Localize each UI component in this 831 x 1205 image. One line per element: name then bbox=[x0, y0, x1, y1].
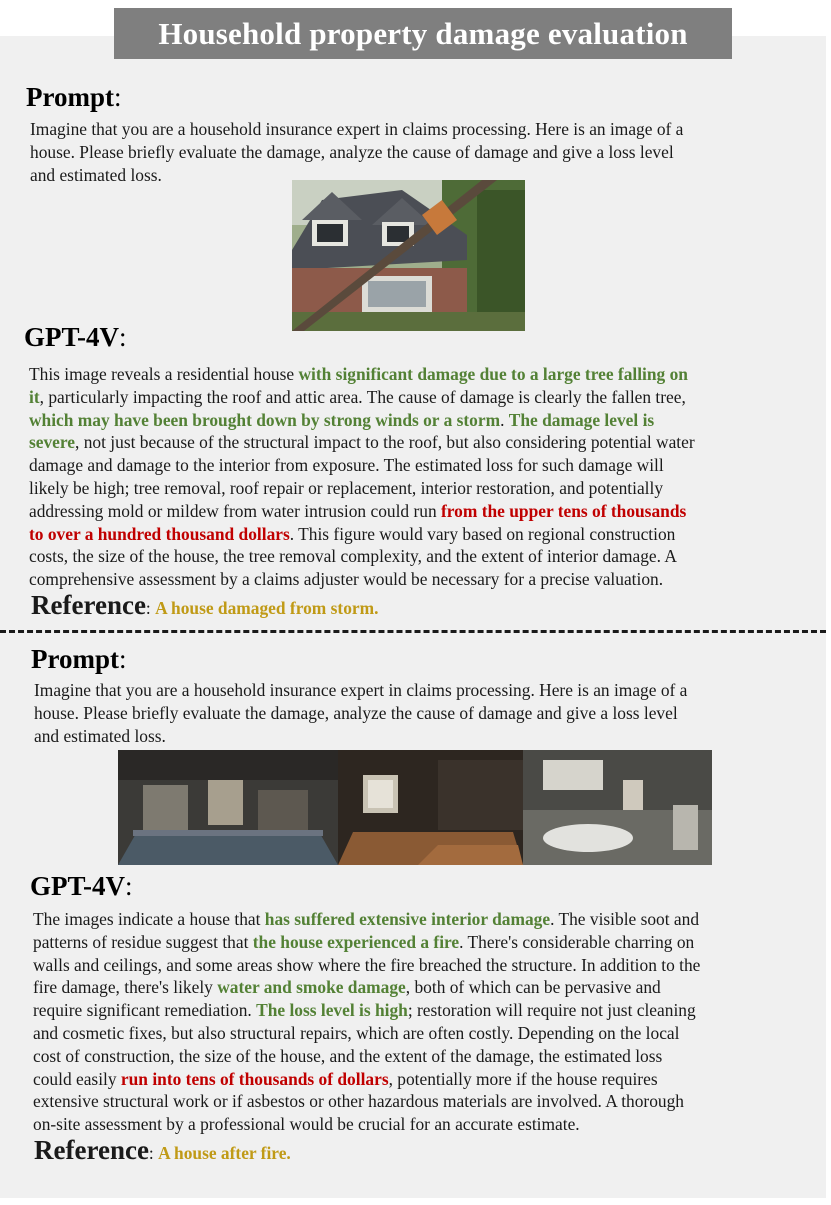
prompt-line: and estimated loss. bbox=[30, 164, 162, 185]
answer-line bbox=[33, 1113, 700, 1136]
highlight-red: to over a hundred thousand dollars bbox=[29, 523, 290, 544]
answer-text: and cosmetic fixes, but also structural repairs, which are often costly. Depending on the local bbox=[33, 1022, 680, 1043]
fallen-tree-house-photo bbox=[292, 180, 525, 331]
prompt-line: house. Please briefly evaluate the damage, analyze the cause of damage and give a loss level bbox=[34, 702, 678, 723]
answer-line bbox=[29, 363, 695, 386]
highlight-green: The loss level is high bbox=[256, 1000, 408, 1021]
answer-text: walls and ceilings, and some areas show where the fire breached the structure. In addition to the bbox=[33, 954, 701, 975]
answer-text: cost of construction, the size of the house, and the extent of the damage, the estimated loss bbox=[33, 1045, 663, 1066]
answer-line bbox=[33, 954, 700, 977]
answer-line bbox=[29, 386, 695, 409]
highlight-green: water and smoke damage bbox=[217, 977, 406, 998]
answer-text: could easily bbox=[33, 1068, 121, 1089]
answer-text: comprehensive assessment by a claims adjuster would be necessary for a precise valuation. bbox=[29, 569, 664, 590]
case1-answer-label: GPT-4V bbox=[24, 322, 120, 352]
answer-line bbox=[29, 477, 695, 500]
answer-text: , particularly impacting the roof and attic area. The cause of damage is clearly the fallen tree, bbox=[39, 386, 686, 407]
page-title: Household property damage evaluation bbox=[114, 8, 732, 59]
answer-text: fire damage, there's likely bbox=[33, 977, 218, 998]
case1-answer-heading: GPT-4V: bbox=[24, 322, 127, 352]
highlight-red: from the upper tens of thousands bbox=[440, 500, 687, 521]
answer-line bbox=[33, 1090, 700, 1113]
case1-reference-text: A house damaged from storm. bbox=[155, 598, 379, 618]
section-divider bbox=[0, 630, 826, 633]
highlight-green: which may have been brought down by strong winds or a storm bbox=[29, 409, 501, 430]
answer-text: on-site assessment by a professional would be crucial for an accurate estimate. bbox=[33, 1114, 580, 1135]
fire-damaged-interiors-photo bbox=[118, 750, 712, 865]
answer-line bbox=[29, 523, 695, 546]
fire-damaged-interiors-image bbox=[118, 750, 712, 865]
answer-text: . This figure would vary based on regional construction bbox=[289, 523, 676, 544]
case2-reference-text: A house after fire. bbox=[158, 1143, 291, 1163]
case1-reference-label: Reference bbox=[31, 590, 146, 620]
answer-line bbox=[29, 568, 695, 591]
highlight-green: the house experienced a fire bbox=[252, 931, 460, 952]
highlight-green: The damage level is bbox=[508, 409, 655, 430]
fallen-tree-house-image bbox=[292, 180, 525, 331]
answer-text: , both of which can be pervasive and bbox=[405, 977, 661, 998]
answer-line bbox=[29, 500, 695, 523]
answer-line bbox=[29, 431, 695, 454]
case1-prompt-text bbox=[30, 118, 683, 186]
answer-text: damage and damage to the interior from exposure. The estimated loss for such damage will bbox=[29, 455, 664, 476]
answer-text: This image reveals a residential house bbox=[29, 364, 299, 384]
answer-line bbox=[33, 1068, 700, 1091]
answer-line bbox=[33, 908, 700, 931]
case1-prompt-heading: Prompt: bbox=[26, 82, 122, 112]
case2-prompt-text bbox=[34, 679, 687, 747]
prompt-line: house. Please briefly evaluate the damage, analyze the cause of damage and give a loss level bbox=[30, 141, 674, 162]
answer-text: , potentially more if the house requires bbox=[388, 1068, 658, 1089]
case2-answer-heading: GPT-4V: bbox=[30, 871, 133, 901]
highlight-green: severe bbox=[29, 432, 76, 453]
case2-answer-text bbox=[33, 908, 700, 1136]
prompt-line: and estimated loss. bbox=[34, 725, 166, 746]
answer-text: The images indicate a house that bbox=[33, 909, 265, 929]
case2-prompt-heading: Prompt: bbox=[31, 644, 127, 674]
highlight-green: has suffered extensive interior damage bbox=[264, 909, 551, 929]
highlight-green: with significant damage due to a large tree falling on bbox=[298, 364, 688, 384]
answer-text: addressing mold or mildew from water intrusion could run bbox=[29, 500, 441, 521]
answer-line bbox=[33, 976, 700, 999]
answer-text: patterns of residue suggest that bbox=[33, 931, 253, 952]
answer-text: require significant remediation. bbox=[33, 1000, 257, 1021]
answer-line bbox=[29, 409, 695, 432]
answer-line bbox=[33, 1045, 700, 1068]
prompt-line: Imagine that you are a household insurance expert in claims processing. Here is an image of a bbox=[34, 680, 688, 700]
case1-answer-text bbox=[29, 363, 695, 591]
answer-text: . There's considerable charring on bbox=[459, 931, 695, 952]
answer-line bbox=[29, 454, 695, 477]
answer-text: costs, the size of the house, the tree removal complexity, and the extent of interior damage. A bbox=[29, 546, 677, 567]
case1-prompt-label: Prompt bbox=[26, 82, 114, 112]
prompt-line: Imagine that you are a household insurance expert in claims processing. Here is an image of a bbox=[30, 119, 684, 139]
answer-text: . The visible soot and bbox=[550, 909, 700, 929]
case2-prompt-label: Prompt bbox=[31, 644, 119, 674]
case2-reference-label: Reference bbox=[34, 1135, 149, 1165]
answer-line bbox=[29, 545, 695, 568]
case1-reference: Reference: A house damaged from storm. bbox=[31, 590, 379, 620]
answer-text: , not just because of the structural impact to the roof, but also considering potential water bbox=[75, 432, 695, 453]
highlight-red: run into tens of thousands of dollars bbox=[120, 1068, 389, 1089]
case2-answer-label: GPT-4V bbox=[30, 871, 126, 901]
answer-text: . bbox=[500, 409, 509, 430]
answer-text: ; restoration will require not just cleaning bbox=[407, 1000, 696, 1021]
answer-line bbox=[33, 931, 700, 954]
answer-line bbox=[33, 1022, 700, 1045]
answer-line bbox=[33, 999, 700, 1022]
answer-text: likely be high; tree removal, roof repair or replacement, interior restoration, and potentially bbox=[29, 477, 664, 498]
highlight-green: it bbox=[29, 386, 40, 407]
case2-reference: Reference: A house after fire. bbox=[34, 1135, 291, 1165]
answer-text: extensive structural work or if asbestos or other hazardous materials are involved. A thorough bbox=[33, 1091, 685, 1112]
